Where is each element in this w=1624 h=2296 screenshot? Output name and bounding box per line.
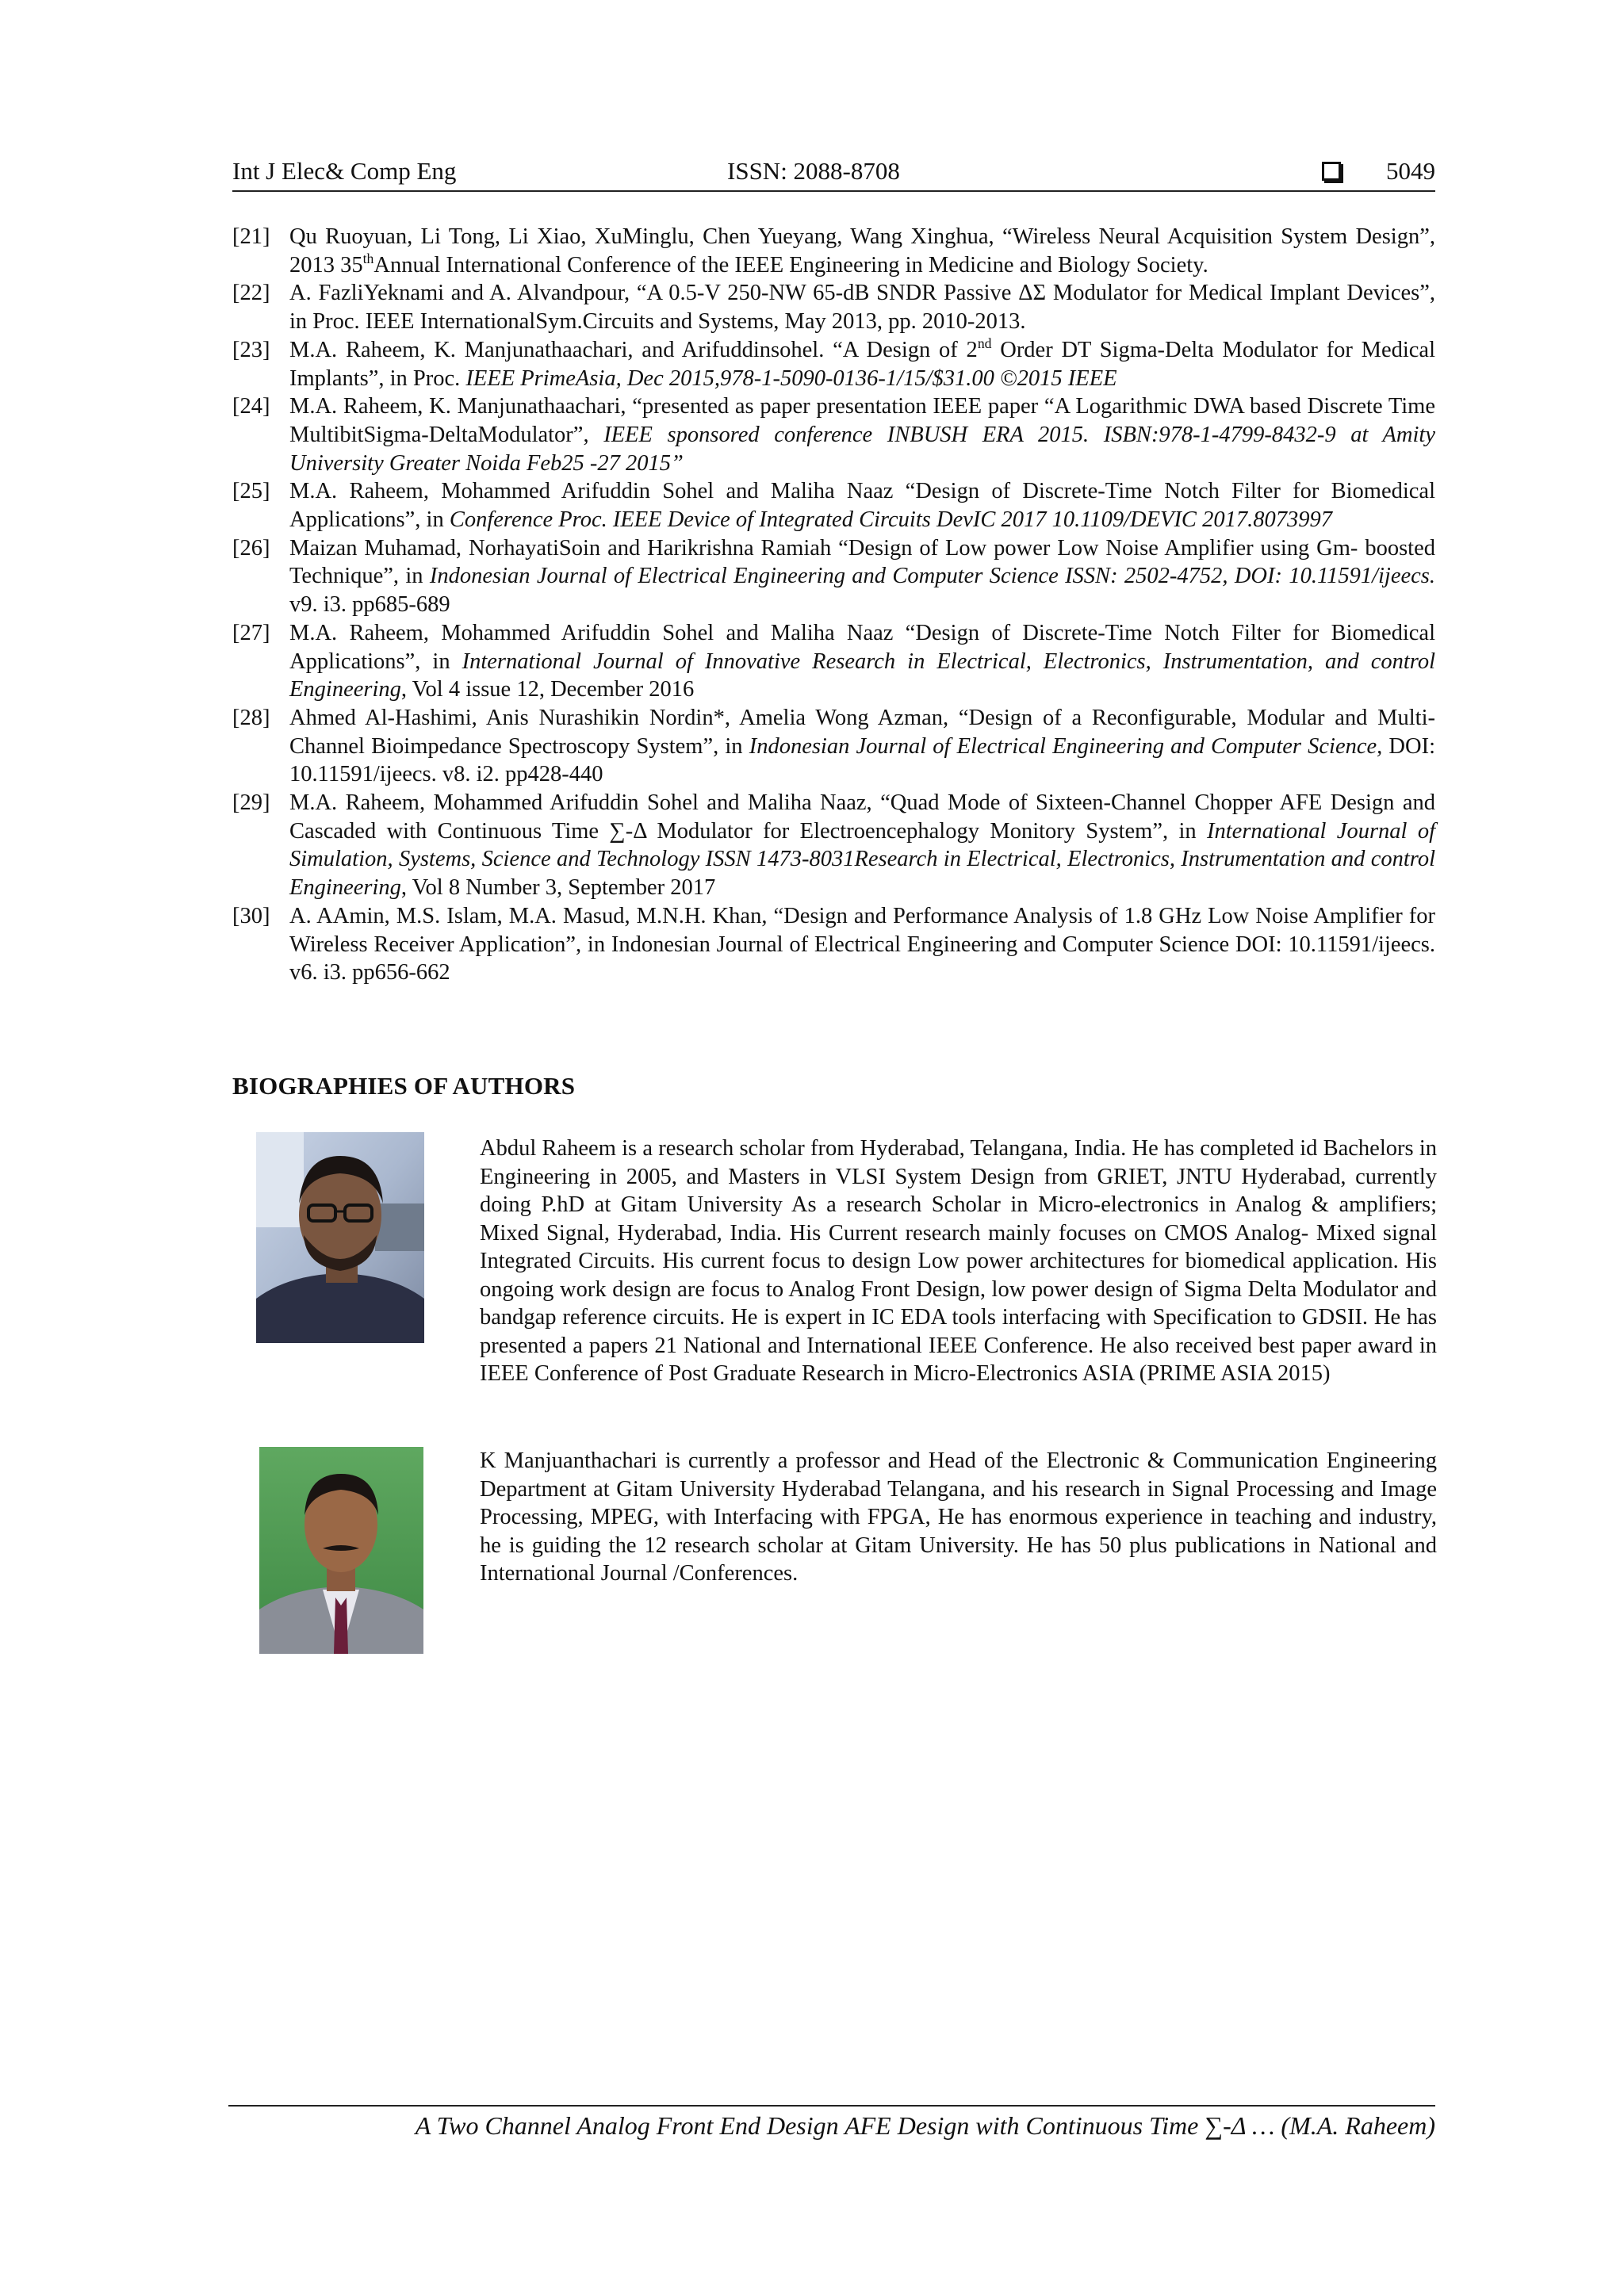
reference-text: A. AAmin, M.S. Islam, M.A. Masud, M.N.H. Khan, “Design and Performance Analysis of 1.8 GHz Low Noise Amplifier for Wireless Receiver Application”, in Indonesian Journal of Electrical Engineering and Computer Science DOI: 10.11591/ijeecs. v6. i3. pp656-662 <box>289 903 1435 985</box>
reference-text: Ahmed Al-Hashimi, Anis Nurashikin Nordin*, Amelia Wong Azman, “Design of a Reconfigurable, Modular and Multi-Channel Bioimpedance Spectroscopy System”, in Indonesian Journal of Electrical Engineering and Computer Science, DOI: 10.11591/ijeecs. v8. i2. pp428-440 <box>289 705 1435 787</box>
issn: ISSN: 2088-8708 <box>727 157 900 185</box>
author-photo-abdul-raheem <box>256 1132 424 1343</box>
reference-item <box>232 789 1435 902</box>
author-photo-k-manjuanthachari <box>259 1447 423 1654</box>
reference-item <box>232 336 1435 392</box>
reference-number: [25] <box>232 479 270 504</box>
reference-number: [23] <box>232 337 270 362</box>
reference-list <box>232 223 1435 987</box>
reference-text: M.A. Raheem, K. Manjunathaachari, and Arifuddinsohel. “A Design of 2nd Order DT Sigma-Delta Modulator for Medical Implants”, in Proc. IEEE PrimeAsia, Dec 2015,978-1-5090-0136-1/15/$31.00 ©2015 IEEE <box>289 335 1435 391</box>
reference-item <box>232 704 1435 789</box>
reference-text: M.A. Raheem, Mohammed Arifuddin Sohel and Maliha Naaz, “Quad Mode of Sixteen-Channel Chopper AFE Design and Cascaded with Continuous Time ∑-Δ Modulator for Electroencephalogy Monitory System”, in International Journal of Simulation, Systems, Science and Technology ISSN 1473-8031Research in Electrical, Electronics, Instrumentation and control Engineering, Vol 8 Number 3, September 2017 <box>289 790 1435 901</box>
reference-text: M.A. Raheem, K. Manjunathaachari, “presented as paper presentation IEEE paper “A Logarithmic DWA based Discrete Time MultibitSigma-DeltaModulator”, IEEE sponsored conference INBUSH ERA 2015. ISBN:978-1-4799-8432-9 at Amity University Greater Noida Feb25 -27 2015” <box>289 394 1435 476</box>
reference-item <box>232 534 1435 619</box>
reference-number: [21] <box>232 224 270 249</box>
reference-number: [26] <box>232 535 270 561</box>
reference-number: [29] <box>232 790 270 816</box>
reference-item <box>232 619 1435 704</box>
reference-number: [27] <box>232 620 270 645</box>
reference-item <box>232 902 1435 987</box>
reference-item <box>232 223 1435 279</box>
reference-number: [30] <box>232 903 270 928</box>
footer-rule <box>228 2105 1435 2107</box>
journal-name: Int J Elec& Comp Eng <box>232 157 457 185</box>
reference-item <box>232 279 1435 335</box>
reference-text: M.A. Raheem, Mohammed Arifuddin Sohel and Maliha Naaz “Design of Discrete-Time Notch Filter for Biomedical Applications”, in International Journal of Innovative Research in Electrical, Electronics, Instrumentation, and control Engineering, Vol 4 issue 12, December 2016 <box>289 620 1435 702</box>
page-number: 5049 <box>1386 157 1435 185</box>
reference-text: Maizan Muhamad, NorhayatiSoin and Harikrishna Ramiah “Design of Low power Low Noise Amplifier using Gm- boosted Technique”, in Indonesian Journal of Electrical Engineering and Computer Science ISSN: 2502-4752, DOI: 10.11591/ijeecs. v9. i3. pp685-689 <box>289 535 1436 618</box>
reference-number: [24] <box>232 394 270 419</box>
reference-text: M.A. Raheem, Mohammed Arifuddin Sohel and Maliha Naaz “Design of Discrete-Time Notch Filter for Biomedical Applications”, in Conference Proc. IEEE Device of Integrated Circuits DevIC 2017 10.1109/DEVIC 2017.8073997 <box>289 479 1435 533</box>
author-bio-k-manjuanthachari: K Manjuanthachari is currently a professor and Head of the Electronic & Communication Engineering Department at Gitam University Hyderabad Telangana, and his research in Signal Processing and Image Processing, MPEG, with Interfacing with FPGA, He has enormous experience in teaching and industry, he is guiding the 12 research scholar at Gitam University. He has 50 plus publications in National and International Journal /Conferences. <box>480 1448 1437 1586</box>
biographies-heading: BIOGRAPHIES OF AUTHORS <box>232 1072 576 1100</box>
reference-number: [28] <box>232 705 270 730</box>
reference-item <box>232 477 1435 534</box>
author-bio-abdul-raheem: Abdul Raheem is a research scholar from Hyderabad, Telangana, India. He has completed id Bachelors in Engineering in 2005, and Masters in VLSI System Design from GRIET, JNTU Hyderabad, currently doing P.hD at Gitam University As a research Scholar in Micro-electronics in Analog & amplifiers; Mixed Signal, Hyderabad, India. His Current research mainly focuses on CMOS Analog- Mixed signal Integrated Circuits. His current focus to design Low power architectures for biomedical application. His ongoing work design are focus to Analog Front Design, low power design of Sigma Delta Modulator and bandgap reference circuits. He is expert in IC EDA tools interfacing with Specification to GDSII. He has presented a papers 21 National and International IEEE Conference. He also received best paper award in IEEE Conference of Post Graduate Research in Micro-Electronics ASIA (PRIME ASIA 2015) <box>480 1136 1437 1386</box>
square-bullet-icon <box>1322 162 1341 181</box>
reference-item <box>232 392 1435 477</box>
reference-text: Qu Ruoyuan, Li Tong, Li Xiao, XuMinglu, Chen Yueyang, Wang Xinghua, “Wireless Neural Acquisition System Design”, 2013 35thAnnual International Conference of the IEEE Engineering in Medicine and Biology Society. <box>289 224 1435 277</box>
reference-number: [22] <box>232 281 270 306</box>
running-footer: A Two Channel Analog Front End Design AFE Design with Continuous Time ∑-Δ … (M.A. Raheem) <box>415 2111 1435 2140</box>
running-header <box>232 155 1435 192</box>
reference-text: A. FazliYeknami and A. Alvandpour, “A 0.5-V 250-NW 65-dB SNDR Passive ΔΣ Modulator for Medical Implant Devices”, in Proc. IEEE InternationalSym.Circuits and Systems, May 2013, pp. 2010-2013. <box>289 281 1435 335</box>
